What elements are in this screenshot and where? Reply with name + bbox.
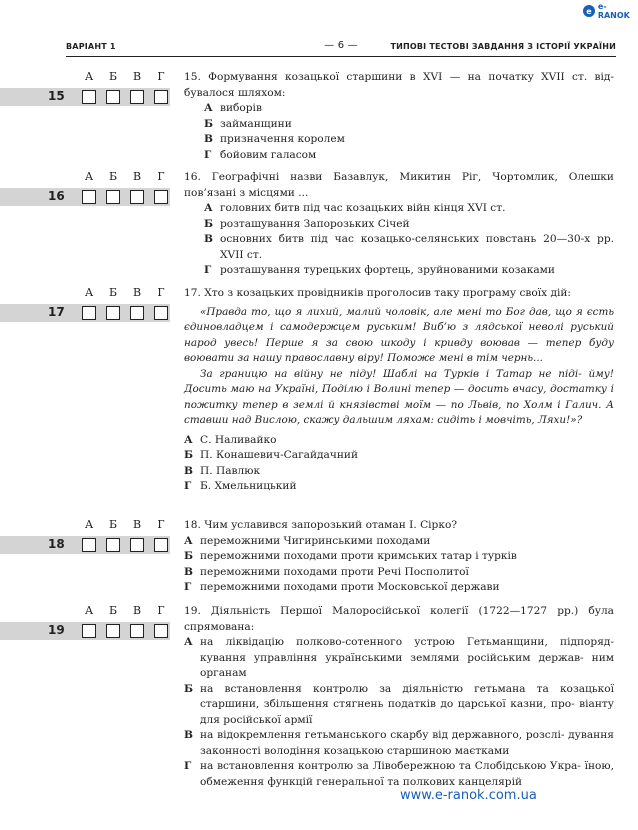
variant-label: ВАРІАНТ 1 — [66, 42, 116, 51]
page-header — [66, 40, 616, 54]
answer-box-v[interactable] — [130, 306, 144, 320]
letter-g: Г — [157, 70, 165, 83]
answer-letters — [82, 286, 172, 300]
option-g: Г розташування турецьких фортець, зруйнованими козаками — [204, 264, 555, 276]
letter-v: В — [132, 286, 142, 299]
answer-letters — [82, 604, 172, 618]
letter-v: В — [132, 518, 142, 531]
answer-box-g[interactable] — [154, 624, 168, 638]
answer-letters — [82, 70, 172, 84]
answer-box-g[interactable] — [154, 190, 168, 204]
option-a: А виборів — [204, 102, 262, 114]
option-g: Г Б. Хмельницький — [184, 480, 297, 492]
answer-box-b[interactable] — [106, 306, 120, 320]
answer-box-b[interactable] — [106, 90, 120, 104]
letter-a: А — [84, 70, 94, 83]
letter-g: Г — [157, 286, 165, 299]
option-a: А С. Наливайко — [184, 433, 277, 446]
answer-letters — [82, 518, 172, 532]
logo-icon: e — [583, 5, 595, 17]
subject-title: ТИПОВІ ТЕСТОВІ ЗАВДАННЯ З ІСТОРІЇ УКРАЇНИ — [390, 42, 616, 51]
letter-a: А — [84, 518, 94, 531]
answer-box-v[interactable] — [130, 90, 144, 104]
letter-b: Б — [108, 70, 118, 83]
quote-paragraph: За границю на війну не піду! Шаблі на Турків і Татар не піді- йму! Досить маю на Україні, Поділю і Волині тепер — досить вчасу, достатку і пожитку тепер в землі й князівстві моїм — по Львів, по Холм і Галич. А ставши над Вислою, скажу дальшим ляхам: сидіть і мовчіть, Ляхи!»? — [184, 367, 614, 426]
publisher-url-link[interactable]: www.e-ranok.com.ua — [400, 788, 537, 803]
question-number: 18 — [48, 537, 65, 551]
question-text — [184, 604, 614, 790]
letter-a: А — [84, 604, 94, 617]
letter-g: Г — [157, 170, 165, 183]
letter-a: А — [84, 286, 94, 299]
letter-g: Г — [157, 604, 165, 617]
header-divider — [66, 56, 616, 57]
letter-v: В — [132, 170, 142, 183]
answer-box-v[interactable] — [130, 624, 144, 638]
option-b: Б П. Конашевич-Сагайдачний — [184, 449, 359, 461]
question-text — [184, 170, 614, 279]
option-v: В призначення королем — [204, 133, 345, 145]
option-v: В на відокремлення гетьманського скарбу від державного, розслі- дування законності володіння козацькою старшиною маєтками — [184, 729, 614, 757]
answer-box-b[interactable] — [106, 624, 120, 638]
letter-a: А — [84, 170, 94, 183]
question-stem: 15. Формування козацької старшини в XVI — на початку XVII ст. від- бувалося шляхом: — [184, 71, 614, 99]
letter-b: Б — [108, 286, 118, 299]
option-g: Г переможними походами проти Московської держави — [184, 581, 500, 593]
answer-box-g[interactable] — [154, 90, 168, 104]
answer-box-a[interactable] — [82, 306, 96, 320]
answer-box-v[interactable] — [130, 190, 144, 204]
quote-block — [184, 305, 614, 429]
logo-text: e-RANOK — [597, 2, 630, 20]
question-text — [184, 286, 614, 495]
answer-letters — [82, 170, 172, 184]
letter-g: Г — [157, 518, 165, 531]
answer-box-a[interactable] — [82, 538, 96, 552]
question-stem: 19. Діяльність Першої Малоросійської колегії (1722—1727 рр.) була спрямована: — [184, 605, 614, 633]
question-text — [184, 518, 614, 596]
answer-box-g[interactable] — [154, 538, 168, 552]
letter-b: Б — [108, 604, 118, 617]
option-v: В П. Павлюк — [184, 464, 261, 477]
letter-b: Б — [108, 170, 118, 183]
option-b: Б на встановлення контролю за діяльністю гетьмана та козацької старшини, збільшення стягнень податків до царської казни, про- віанту для російської армії — [184, 682, 614, 726]
option-a: А на ліквідацію полково-сотенного устрою Гетьманщини, підпоряд- кування управління українськими землями російським держав- ним органам — [184, 636, 614, 679]
question-number: 16 — [48, 189, 65, 203]
answer-box-v[interactable] — [130, 538, 144, 552]
page-number: — 6 — — [324, 40, 358, 51]
option-v: В переможними походами проти Речі Посполитої — [184, 565, 469, 578]
answer-box-b[interactable] — [106, 190, 120, 204]
option-v: В основних битв під час козацько-селянських повстань 20—30-х рр. XVII ст. — [204, 233, 614, 261]
option-a: А головних битв під час козацьких війн кінця XVI ст. — [204, 202, 506, 214]
question-stem: 18. Чим уславився запорозький отаман І. Сірко? — [184, 519, 458, 531]
question-stem: 17. Хто з козацьких провідників проголосив таку програму своїх дій: — [184, 287, 571, 299]
quote-paragraph: «Правда то, що я лихий, малий чоловік, але мені то Бог дав, що я єсть єдиновладцем і самодержцем руським! Виб’ю з лядської неволі руський народ увесь! Перше я за свою шкоду і кривду воював — тепер буду воювати за нашу православну віру! Поможе мені в тім чернь... — [184, 305, 614, 364]
answer-box-g[interactable] — [154, 306, 168, 320]
option-g: Г бойовим галасом — [204, 148, 317, 161]
option-b: Б розташування Запорозьких Січей — [204, 217, 410, 230]
answer-box-a[interactable] — [82, 90, 96, 104]
letter-b: Б — [108, 518, 118, 531]
publisher-logo[interactable] — [583, 2, 638, 20]
option-g: Г на встановлення контролю за Лівобережною та Слобідською Укра- їною, обмеження функцій генеральної та полкових канцелярій — [184, 760, 614, 788]
option-a: А переможними Чигиринськими походами — [184, 534, 431, 547]
question-stem: 16. Географічні назви Базавлук, Микитин Ріг, Чортомлик, Олешки пов’язані з місцями ... — [184, 171, 614, 199]
letter-v: В — [132, 604, 142, 617]
option-b: Б переможними походами проти кримських татар і турків — [184, 550, 517, 562]
question-number: 17 — [48, 305, 65, 319]
question-number: 15 — [48, 89, 65, 103]
answer-box-b[interactable] — [106, 538, 120, 552]
letter-v: В — [132, 70, 142, 83]
answer-box-a[interactable] — [82, 190, 96, 204]
answer-box-a[interactable] — [82, 624, 96, 638]
question-number: 19 — [48, 623, 65, 637]
option-b: Б займанщини — [204, 117, 292, 130]
question-text — [184, 70, 614, 163]
